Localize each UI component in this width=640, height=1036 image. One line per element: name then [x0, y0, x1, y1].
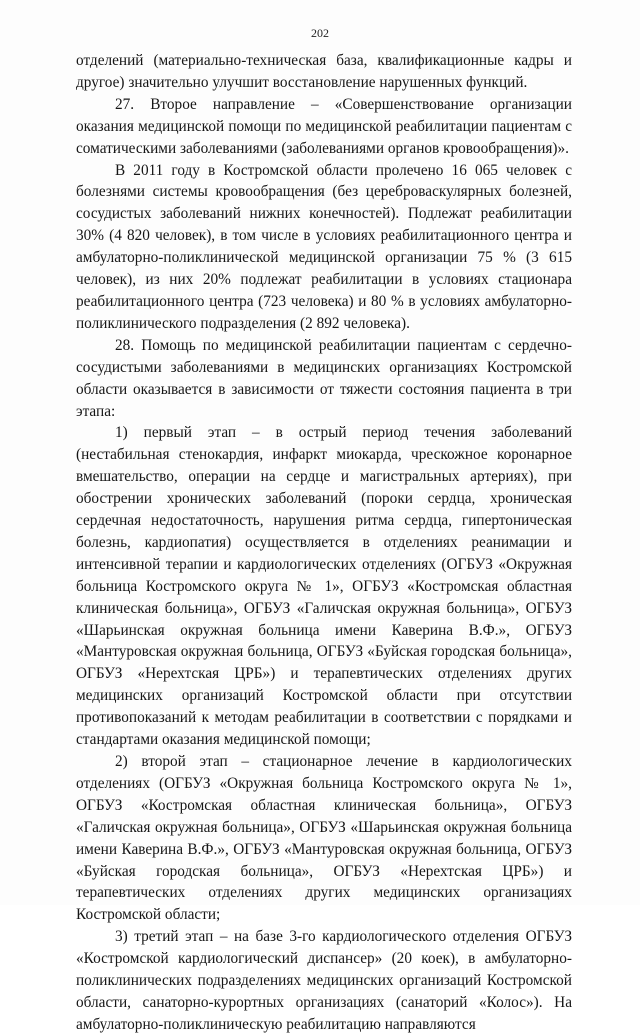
paragraph-stage-1: 1) первый этап – в острый период течения заболеваний (нестабильная стенокардия, инфаркт миокарда, чрескожное коронарное вмешательство, операции на сердце и магистральных артериях), при обострении хронических заболеваний (пороки сердца, хроническая сердечная недостаточность, нарушения ритма сердца, гипертоническая болезнь, кардиопатия) осуществляется в отделениях реанимации и интенсивной терапии и кардиологических отделениях (ОГБУЗ «Окружная больница Костромского округа № 1», ОГБУЗ «Костромская областная клиническая больница», ОГБУЗ «Галичская окружная больница», ОГБУЗ «Шарьинская окружная больница имени Каверина В.Ф.», ОГБУЗ «Мантуровская окружная больница, ОГБУЗ «Буйская городская больница», ОГБУЗ «Нерехтская ЦРБ») и терапевтических отделениях других медицинских организаций Костромской области при отсутствии противопоказаний к методам реабилитации в соответствии с порядками и стандартами оказания медицинской помощи; — [76, 424, 572, 749]
paragraph-stage-2: 2) второй этап – стационарное лечение в кардиологических отделениях (ОГБУЗ «Окружная больница Костромского округа № 1», ОГБУЗ «Костромская областная клиническая больница», ОГБУЗ «Галичская окружная больница», ОГБУЗ «Шарьинская окружная больница имени Каверина В.Ф.», ОГБУЗ «Мантуровская окружная больница, ОГБУЗ «Буйская городская больница», ОГБУЗ «Нерехтская ЦРБ») и терапевтических отделениях других медицинских организациях Костромской области; — [76, 753, 572, 924]
body-text — [76, 50, 572, 1036]
page-number: 202 — [311, 26, 329, 40]
paragraph-continuation: отделений (материально-техническая база, квалификационные кадры и другое) значительно улучшит восстановление нарушенных функций. — [76, 52, 572, 91]
paragraph-stage-3: 3) третий этап – на базе 3-го кардиологического отделения ОГБУЗ «Костромской кардиологический диспансер» (20 коек), в амбулаторно-поликлинических подразделениях медицинских организаций Костромской области, санаторно-курортных организациях (санаторий «Колос»). На амбулаторно-поликлиническую реабилитацию направляются — [76, 928, 572, 1033]
paragraph-statistics-2011: В 2011 году в Костромской области пролечено 16 065 человек с болезнями системы кровообращения (без цереброваскулярных болезней, сосудистых заболеваний нижних конечностей). Подлежат реабилитации 30% (4 820 человек), в том числе в условиях реабилитационного центра и амбулаторно-поликлинической медицинской организации 75 % (3 615 человек), из них 20% подлежат реабилитации в условиях стационара реабилитационного центра (723 человека) и 80 % в условиях амбулаторно-поликлинического подразделения (2 892 человека). — [76, 161, 572, 332]
paragraph-27: 27. Второе направление – «Совершенствование организации оказания медицинской помощи по медицинской реабилитации пациентам с соматическими заболеваниями (заболеваниями органов кровообращения)». — [76, 95, 572, 157]
paragraph-28: 28. Помощь по медицинской реабилитации пациентам с сердечно-сосудистыми заболеваниями в медицинских организациях Костромской области оказывается в зависимости от тяжести состояния пациента в три этапа: — [76, 336, 572, 420]
